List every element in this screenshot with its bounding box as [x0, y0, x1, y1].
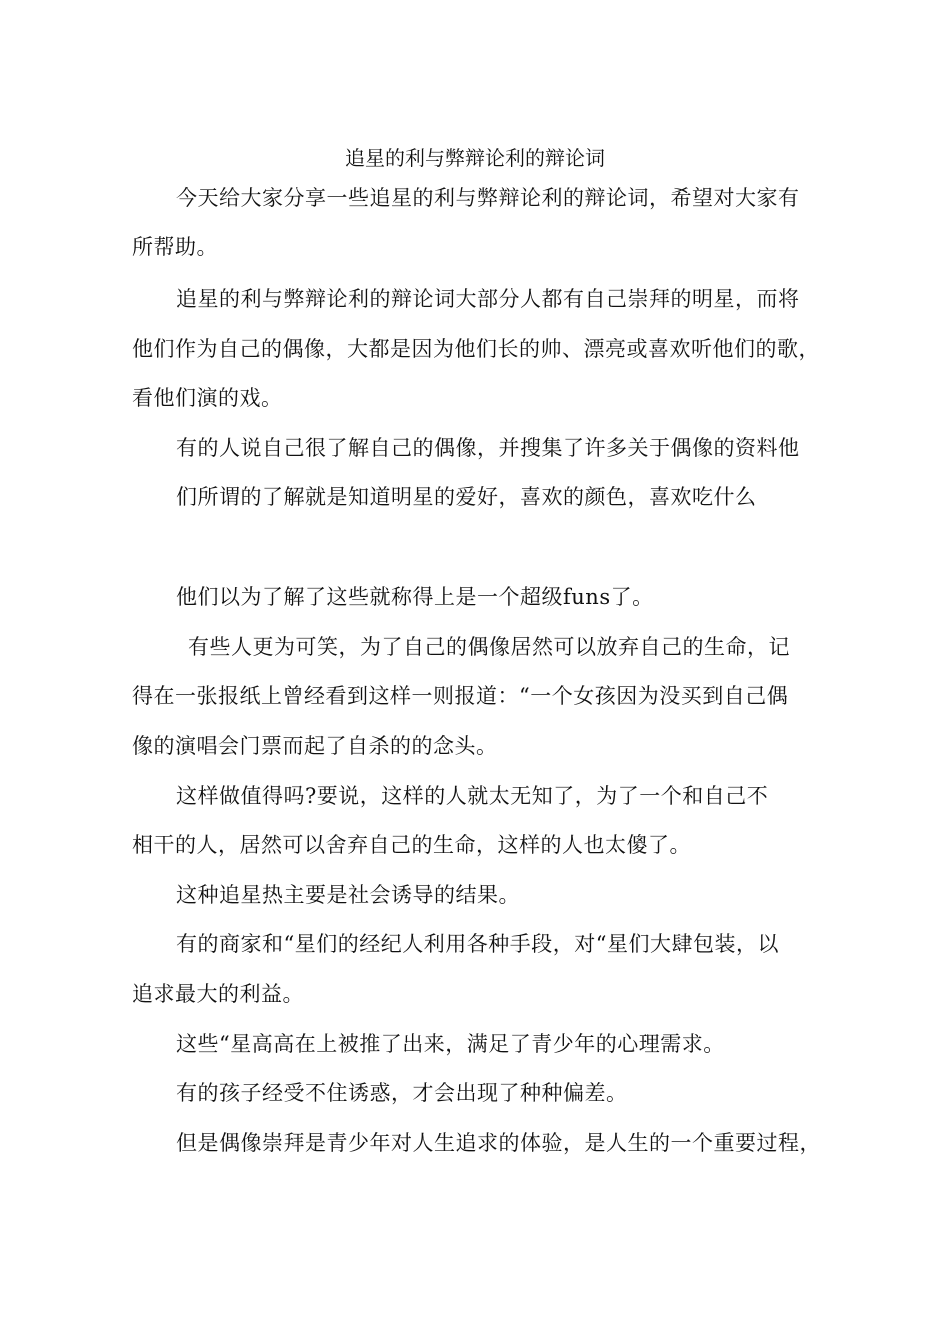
document-title: 追星的利与弊辩论利的辩论词	[345, 146, 605, 170]
paragraph-line: 们所谓的了解就是知道明星的爱好，喜欢的颜色，喜欢吃什么	[176, 485, 757, 509]
paragraph-line: 他们以为了解了这些就称得上是一个超级funs了。	[176, 585, 654, 609]
paragraph-line: 有的人说自己很了解自己的偶像，并搜集了许多关于偶像的资料他	[176, 436, 800, 460]
paragraph-line: 这种追星热主要是社会诱导的结果。	[176, 883, 520, 907]
paragraph-line: 今天给大家分享一些追星的利与弊辩论利的辩论词，希望对大家有	[176, 186, 800, 210]
paragraph-line: 但是偶像崇拜是青少年对人生追求的体验，是人生的一个重要过程，	[176, 1131, 821, 1155]
paragraph-line: 有的商家和“星们的经纪人利用各种手段，对“星们大肆包装，以	[176, 932, 779, 956]
paragraph-line: 相干的人，居然可以舍弃自己的生命，这样的人也太傻了。	[132, 833, 691, 857]
paragraph-line: 这样做值得吗?要说，这样的人就太无知了，为了一个和自己不	[176, 784, 769, 808]
paragraph-line: 得在一张报纸上曾经看到这样一则报道：“一个女孩因为没买到自己偶	[132, 684, 789, 708]
paragraph-line: 追星的利与弊辩论利的辩论词大部分人都有自己崇拜的明星，而将	[176, 287, 800, 311]
paragraph-line: 这些“星高高在上被推了出来，满足了青少年的心理需求。	[176, 1032, 725, 1056]
paragraph-line: 所帮助。	[132, 235, 218, 259]
paragraph-line: 追求最大的利益。	[132, 982, 304, 1006]
paragraph-line: 像的演唱会门票而起了自杀的的念头。	[132, 734, 498, 758]
paragraph-line: 有的孩子经受不住诱惑，才会出现了种种偏差。	[176, 1081, 628, 1105]
paragraph-line: 有些人更为可笑，为了自己的偶像居然可以放弃自己的生命，记	[188, 635, 790, 659]
paragraph-line: 看他们演的戏。	[132, 386, 283, 410]
paragraph-line: 他们作为自己的偶像，大都是因为他们长的帅、漂亮或喜欢听他们的歌，	[132, 337, 820, 361]
